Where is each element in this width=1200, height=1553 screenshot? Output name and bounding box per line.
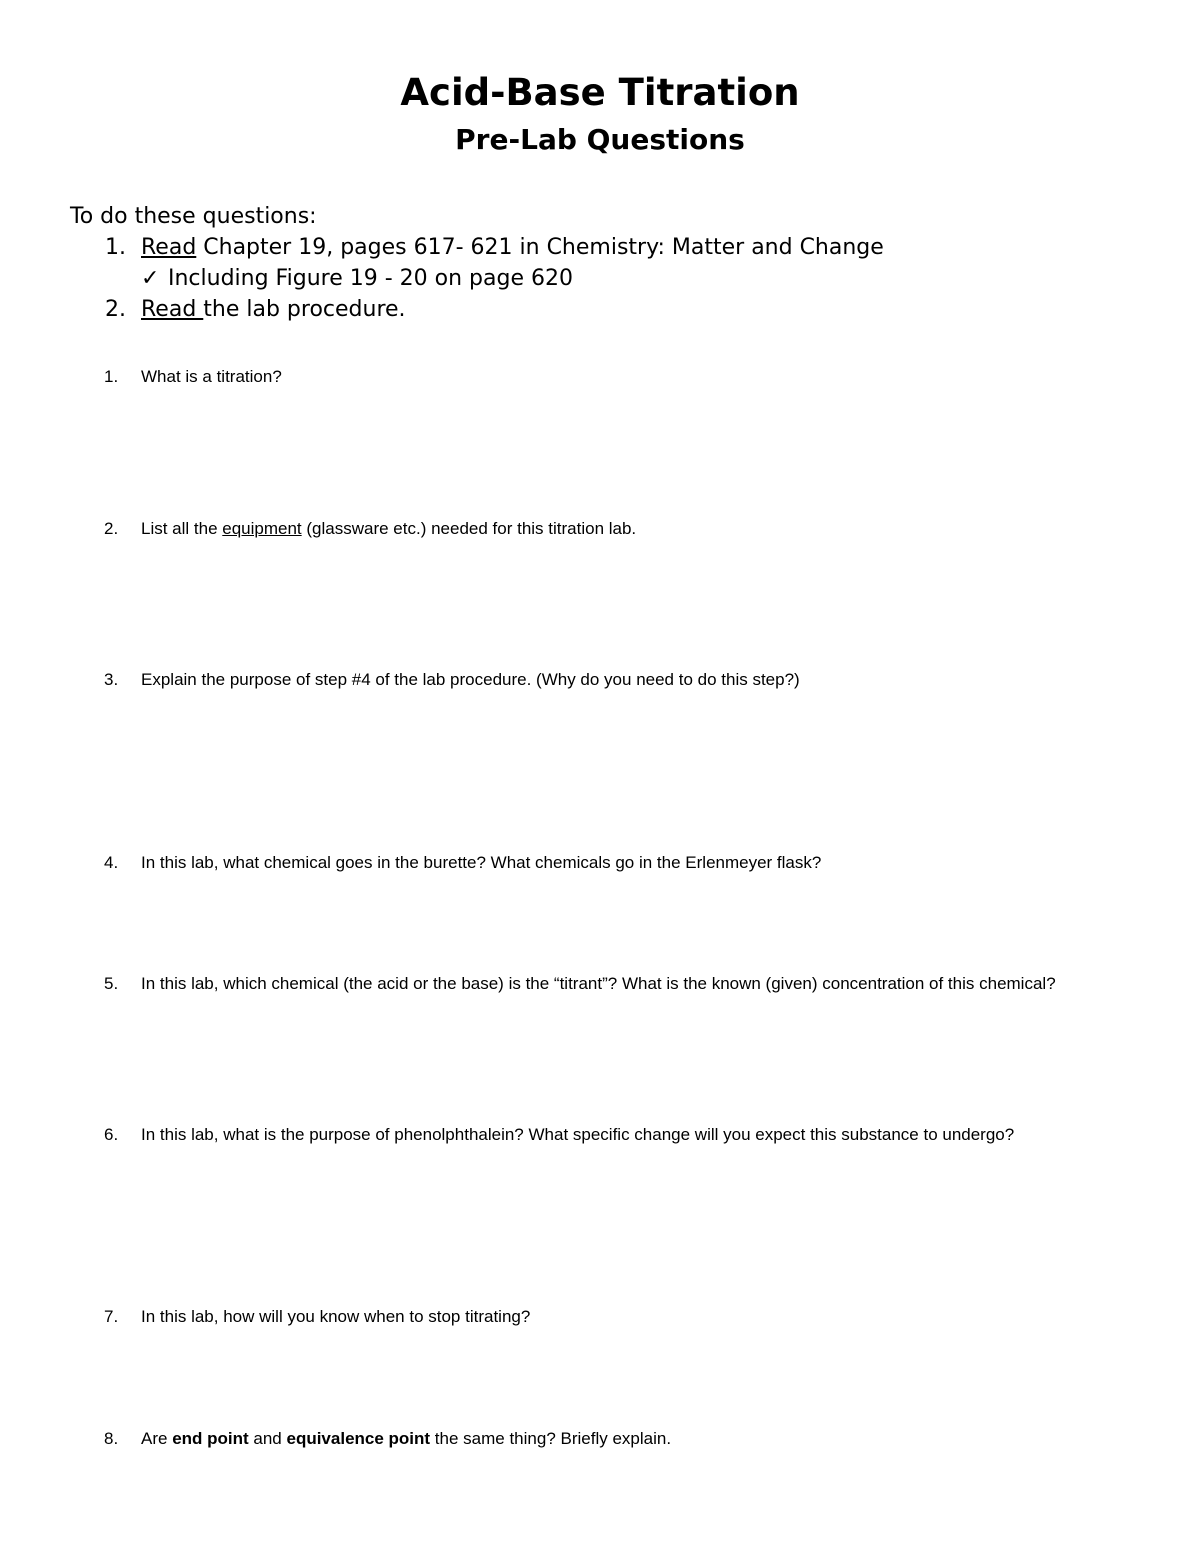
question-number: 2.: [104, 519, 119, 538]
question-number: 7.: [104, 1307, 119, 1326]
instruction-substep: [70, 263, 573, 294]
step-text: [141, 232, 884, 263]
question-text-part: Are: [141, 1429, 173, 1448]
question-number: 8.: [104, 1429, 119, 1448]
question-text: In this lab, what is the purpose of phenolphthalein? What specific change will you expect this substance to undergo?: [141, 1125, 1015, 1144]
question-text: In this lab, how will you know when to stop titrating?: [141, 1307, 531, 1326]
step-number: 1.: [105, 235, 126, 260]
question-number: 5.: [104, 974, 119, 993]
instructions-block: [70, 201, 884, 325]
read-link-text: Read: [141, 297, 204, 322]
step-body: Chapter 19, pages 617- 621 in Chemistry: Matter and Change: [196, 235, 884, 260]
question-number: 6.: [104, 1125, 119, 1144]
question-text: [141, 514, 1141, 543]
question-text-part: and: [248, 1429, 287, 1448]
question-text: Explain the purpose of step #4 of the lab procedure. (Why do you need to do this step?): [141, 670, 800, 689]
question-text: In this lab, what chemical goes in the burette? What chemicals go in the Erlenmeyer flask?: [141, 853, 822, 872]
instructions-lead: [70, 201, 317, 232]
instructions-lead-text: To do these questions:: [70, 204, 317, 229]
instruction-step-1: [70, 232, 884, 263]
question-text: What is a titration?: [141, 367, 282, 386]
question-number: 1.: [104, 367, 119, 386]
question-number: 3.: [104, 670, 119, 689]
question-term-bold: end point: [172, 1429, 249, 1448]
page-subtitle: Pre-Lab Questions: [455, 123, 745, 156]
page-title: Acid-Base Titration: [400, 71, 800, 114]
question-number: 4.: [104, 853, 119, 872]
substep-text: Including Figure 19 - 20 on page 620: [168, 266, 573, 291]
question-text: [141, 1424, 1141, 1453]
step-body: the lab procedure.: [203, 297, 406, 322]
question-text: In this lab, which chemical (the acid or the base) is the “titrant”? What is the known (given) concentration of this chemical?: [141, 974, 1056, 993]
read-link-text: Read: [141, 235, 197, 260]
step-number: 2.: [105, 297, 126, 322]
step-text: [141, 294, 406, 325]
checkmark-icon: ✓: [141, 266, 160, 291]
question-text-part: the same thing? Briefly explain.: [430, 1429, 672, 1448]
question-text-part: (glassware etc.) needed for this titration lab.: [301, 519, 637, 538]
question-text-part: List all the: [141, 519, 223, 538]
question-text-underlined: equipment: [222, 519, 302, 538]
question-term-bold: equivalence point: [286, 1429, 431, 1448]
instruction-step-2: [70, 294, 406, 325]
